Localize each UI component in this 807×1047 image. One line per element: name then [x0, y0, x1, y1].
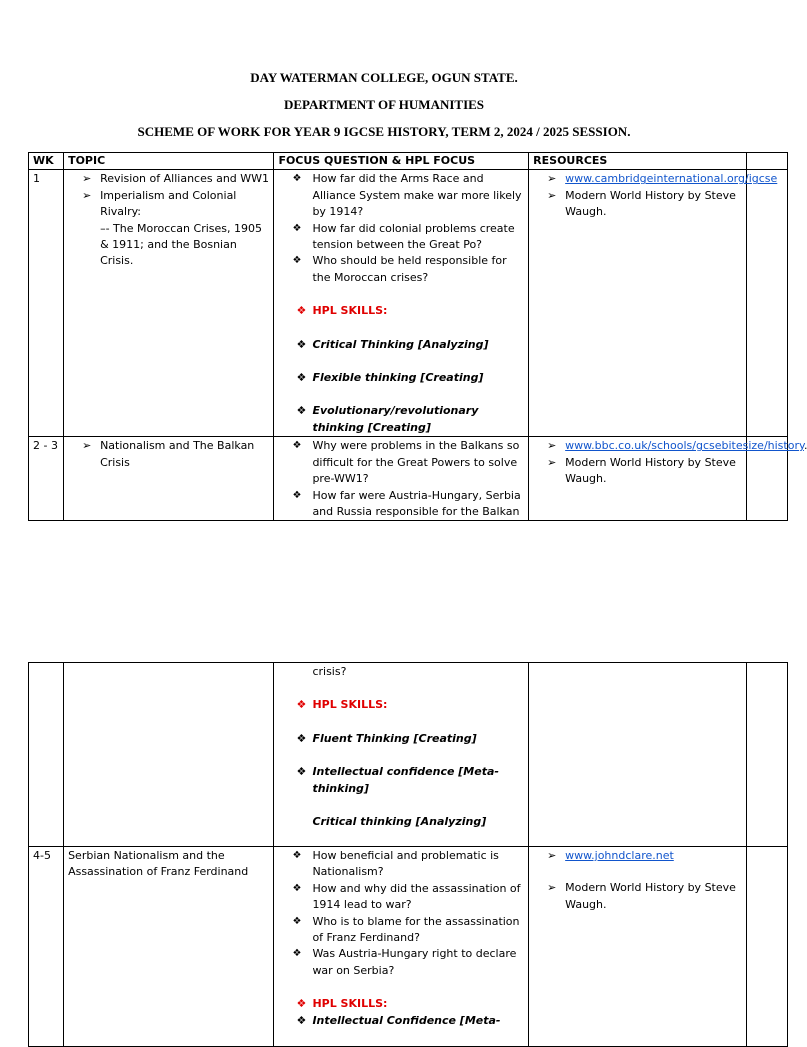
resources-cell	[529, 663, 747, 847]
hpl-skills-label: ❖ HPL SKILLS:	[278, 697, 524, 713]
college-title: DAY WATERMAN COLLEGE, OGUN STATE.	[250, 70, 518, 85]
topic-cell	[64, 170, 274, 437]
table-row	[29, 170, 788, 437]
document-header	[0, 64, 768, 145]
hpl-skill: ❖ Fluent Thinking [Creating]	[278, 731, 524, 747]
topic-sub-text: –- The Moroccan Crises, 1905 & 1911; and the Bosnian Crisis.	[100, 221, 262, 268]
topic-cell: Serbian Nationalism and the Assassination of Franz Ferdinand	[64, 847, 274, 1047]
extra-cell	[746, 663, 787, 847]
resource-link[interactable]: www.johndclare.net	[565, 849, 674, 862]
list-item: ➢ Modern World History by Steve Waugh.	[533, 880, 742, 913]
week-cell: 4-5	[29, 847, 64, 1047]
table-header-row	[29, 153, 788, 170]
focus-cell	[274, 847, 529, 1047]
scheme-table-page-2	[28, 662, 788, 1047]
list-item: ➢ Modern World History by Steve Waugh.	[533, 188, 742, 221]
question-list	[278, 171, 524, 286]
topic-cell	[64, 437, 274, 521]
list-item	[533, 848, 742, 864]
hpl-skill: ❖ Flexible thinking [Creating]	[278, 370, 524, 386]
col-header-wk: WK	[29, 153, 64, 170]
focus-cell	[274, 437, 529, 521]
list-item: ➢ Modern World History by Steve Waugh.	[533, 455, 742, 488]
list-item: ❖ How far did colonial problems create tension between the Great Po?	[278, 221, 524, 254]
col-header-resources: RESOURCES	[529, 153, 747, 170]
list-item	[533, 438, 804, 454]
col-header-extra	[746, 153, 787, 170]
col-header-topic: TOPIC	[64, 153, 274, 170]
extra-cell	[746, 170, 787, 437]
hpl-skills-label: ❖ HPL SKILLS:	[278, 996, 524, 1012]
list-item: ❖ How far did the Arms Race and Alliance System make war more likely by 1914?	[278, 171, 524, 220]
question-list	[278, 848, 524, 979]
scheme-table-page-1	[28, 152, 804, 521]
list-item: ➢ Nationalism and The Balkan Crisis	[68, 438, 269, 471]
topic-list	[68, 171, 269, 220]
continued-question: crisis?	[312, 665, 347, 678]
focus-cell	[274, 663, 529, 847]
list-item: ❖ Why were problems in the Balkans so difficult for the Great Powers to solve pre-WW1?	[278, 438, 524, 487]
extra-cell	[746, 847, 787, 1047]
hpl-skill: ❖ Intellectual Confidence [Meta-	[278, 1013, 524, 1029]
hpl-skill: ❖ Critical Thinking [Analyzing]	[278, 337, 524, 353]
department-title: DEPARTMENT OF HUMANITIES	[283, 97, 485, 112]
list-item: ❖ How far were Austria-Hungary, Serbia and Russia responsible for the Balkan	[278, 488, 524, 521]
resource-link[interactable]: www.cambridgeinternational.org/igcse	[565, 172, 778, 186]
topic-cell	[64, 663, 274, 847]
hpl-skills-label: ❖ HPL SKILLS:	[278, 303, 524, 319]
week-cell	[29, 663, 64, 847]
list-item: ❖ How and why did the assassination of 1914 lead to war?	[278, 881, 524, 914]
resource-list	[533, 171, 778, 220]
hpl-skill: Critical thinking [Analyzing]	[312, 815, 487, 829]
list-item: ❖ Who is to blame for the assassination of Franz Ferdinand?	[278, 914, 524, 947]
hpl-skill: ❖ Evolutionary/revolutionary thinking [Creating]	[278, 403, 524, 436]
list-item: ➢ Imperialism and Colonial Rivalry:	[68, 188, 269, 221]
table-row	[29, 437, 788, 521]
resource-list	[533, 848, 742, 913]
list-item: ➢ Revision of Alliances and WW1	[68, 171, 269, 187]
resources-cell	[529, 170, 778, 437]
topic-list	[68, 438, 269, 471]
week-cell: 1	[29, 170, 64, 437]
list-item: ❖ How beneficial and problematic is Nationalism?	[278, 848, 524, 881]
scheme-title: SCHEME OF WORK FOR YEAR 9 IGCSE HISTORY, TERM 2, 2024 / 2025 SESSION.	[137, 124, 631, 139]
resources-cell	[529, 437, 804, 521]
focus-cell	[274, 170, 529, 437]
question-list	[278, 438, 524, 520]
resource-link[interactable]: www.bbc.co.uk/schools/gcsebitesize/history	[565, 439, 804, 453]
table-row	[29, 847, 788, 1047]
week-cell: 2 - 3	[29, 437, 64, 521]
list-item	[533, 171, 778, 187]
list-item: ❖ Was Austria-Hungary right to declare war on Serbia?	[278, 946, 524, 979]
resources-cell	[529, 847, 747, 1047]
resource-list	[533, 438, 804, 487]
list-item: ❖ Who should be held responsible for the Moroccan crises?	[278, 253, 524, 286]
table-row	[29, 663, 788, 847]
hpl-skill: ❖ Intellectual confidence [Meta-thinking]	[278, 764, 524, 797]
col-header-focus: FOCUS QUESTION & HPL FOCUS	[274, 153, 529, 170]
